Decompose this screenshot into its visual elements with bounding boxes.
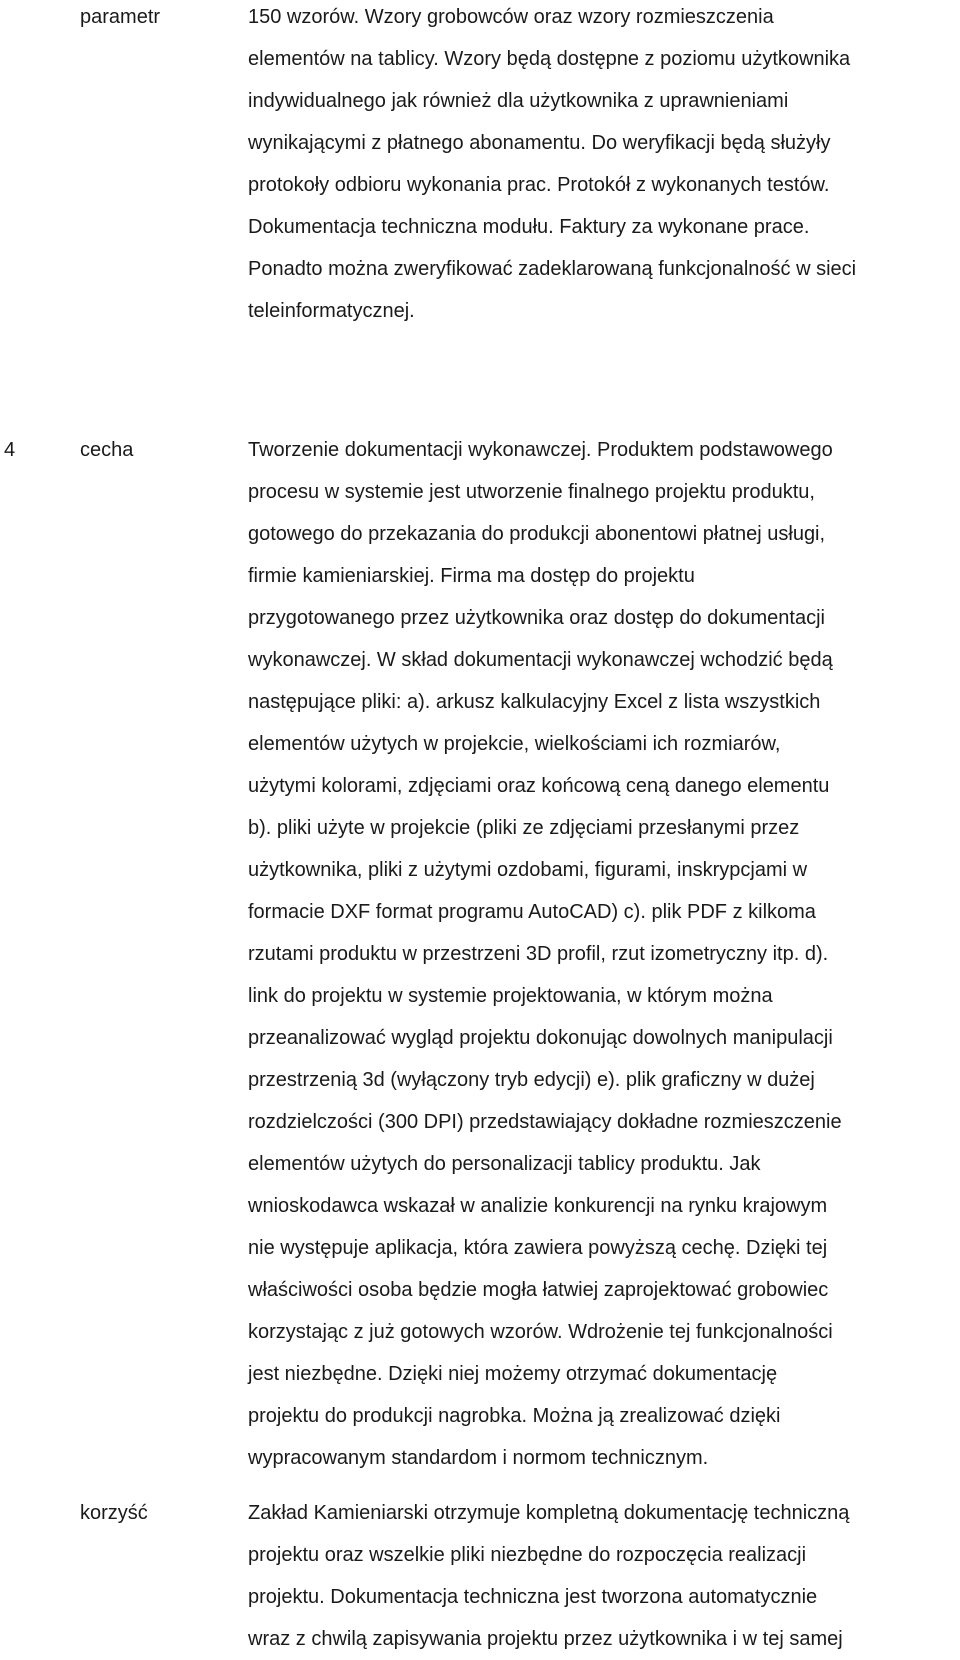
text-line: link do projektu w systemie projektowania, w którym można (248, 985, 773, 1007)
text-line: przestrzenią 3d (wyłączony tryb edycji) e). plik graficzny w dużej (248, 1069, 815, 1091)
text-line: wykonawczej. W skład dokumentacji wykonawczej wchodzić będą (248, 649, 833, 671)
text-line: procesu w systemie jest utworzenie finalnego projektu produktu, (248, 481, 815, 503)
text-line: przygotowanego przez użytkownika oraz dostęp do dokumentacji (248, 607, 825, 629)
text-line: projektu do produkcji nagrobka. Można ją zrealizować dzięki (248, 1405, 781, 1427)
text-line: właściwości osoba będzie mogła łatwiej zaprojektować grobowiec (248, 1279, 829, 1301)
text-line: następujące pliki: a). arkusz kalkulacyjny Excel z lista wszystkich (248, 691, 821, 713)
text-line: indywidualnego jak również dla użytkownika z uprawnieniami (248, 90, 789, 112)
text-line: elementów użytych w projekcie, wielkościami ich rozmiarów, (248, 733, 781, 755)
row-text (248, 1492, 948, 1660)
row-text (248, 0, 948, 332)
text-line: wynikającymi z płatnego abonamentu. Do weryfikacji będą służyły (248, 132, 831, 154)
text-line: b). pliki użyte w projekcie (pliki ze zdjęciami przesłanymi przez (248, 817, 800, 839)
text-line: Tworzenie dokumentacji wykonawczej. Produktem podstawowego (248, 439, 833, 461)
row-number: 4 (4, 439, 16, 461)
text-line: elementów użytych do personalizacji tablicy produktu. Jak (248, 1153, 761, 1175)
text-line: Zakład Kamieniarski otrzymuje kompletną dokumentację techniczną (248, 1502, 850, 1524)
text-line: jest niezbędne. Dzięki niej możemy otrzymać dokumentację (248, 1363, 778, 1385)
text-line: elementów na tablicy. Wzory będą dostępne z poziomu użytkownika (248, 48, 851, 70)
text-line: teleinformatycznej. (248, 300, 415, 322)
row-text (248, 429, 948, 1479)
text-line: rzutami produktu w przestrzeni 3D profil, rzut izometryczny itp. d). (248, 943, 829, 965)
text-line: nie występuje aplikacja, która zawiera powyższą cechę. Dzięki tej (248, 1237, 828, 1259)
row-label: cecha (80, 439, 134, 461)
text-line: Ponadto można zweryfikować zadeklarowaną funkcjonalność w sieci (248, 258, 857, 280)
text-line: firmie kamieniarskiej. Firma ma dostęp do projektu (248, 565, 695, 587)
text-line: rozdzielczości (300 DPI) przedstawiający dokładne rozmieszczenie (248, 1111, 842, 1133)
text-line: przeanalizować wygląd projektu dokonując dowolnych manipulacji (248, 1027, 833, 1049)
text-line: protokoły odbioru wykonania prac. Protokół z wykonanych testów. (248, 174, 830, 196)
row-label: korzyść (80, 1502, 148, 1524)
text-line: wnioskodawca wskazał w analizie konkurencji na rynku krajowym (248, 1195, 828, 1217)
text-line: 150 wzorów. Wzory grobowców oraz wzory rozmieszczenia (248, 6, 774, 28)
text-line: gotowego do przekazania do produkcji abonentowi płatnej usługi, (248, 523, 826, 545)
text-line: użytymi kolorami, zdjęciami oraz końcową ceną danego elementu (248, 775, 830, 797)
text-line: wraz z chwilą zapisywania projektu przez użytkownika i w tej samej (248, 1628, 843, 1650)
text-line: projektu. Dokumentacja techniczna jest tworzona automatycznie (248, 1586, 818, 1608)
text-line: Dokumentacja techniczna modułu. Faktury za wykonane prace. (248, 216, 810, 238)
text-line: korzystając z już gotowych wzorów. Wdrożenie tej funkcjonalności (248, 1321, 833, 1343)
text-line: formacie DXF format programu AutoCAD) c). plik PDF z kilkoma (248, 901, 816, 923)
text-line: użytkownika, pliki z użytymi ozdobami, figurami, inskrypcjami w (248, 859, 808, 881)
row-label: parametr (80, 6, 161, 28)
text-line: wypracowanym standardom i normom technicznym. (248, 1447, 709, 1469)
text-line: projektu oraz wszelkie pliki niezbędne do rozpoczęcia realizacji (248, 1544, 807, 1566)
